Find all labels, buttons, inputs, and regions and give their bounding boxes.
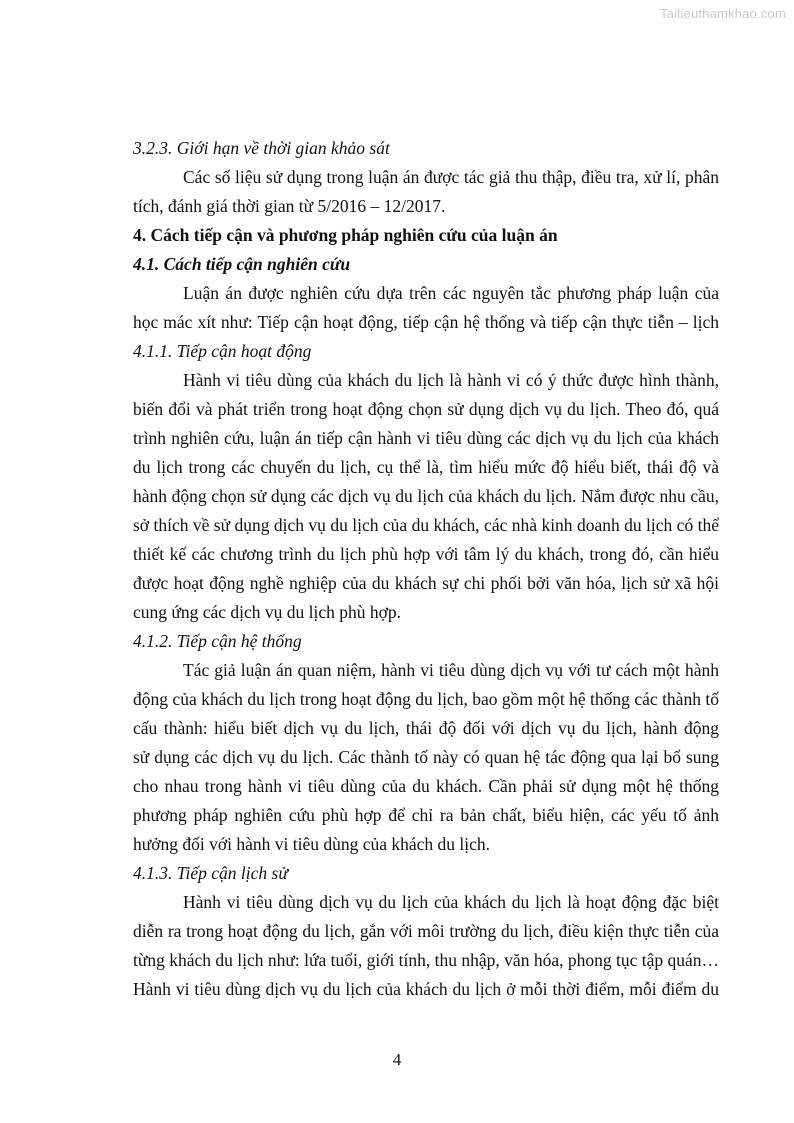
- paragraph-line: hưởng đối với hành vi tiêu dùng của khách du lịch.: [133, 834, 491, 854]
- paragraph-line: được hoạt động nghề nghiệp của du khách sự chi phối bởi văn hóa, lịch sử xã hội: [133, 573, 719, 593]
- watermark-text: Tailieuthamkhao.com: [660, 6, 786, 21]
- paragraph-line: Hành vi tiêu dùng dịch vụ du lịch của khách du lịch là hoạt động đặc biệt: [183, 892, 719, 912]
- paragraph-line: thiết kế các chương trình du lịch phù hợp với tâm lý du khách, trong đó, cần hiểu: [133, 544, 719, 564]
- paragraph-line: du lịch trong các chuyến du lịch, cụ thể là, tìm hiểu mức độ hiểu biết, thái độ và: [133, 457, 719, 477]
- subheading-4-1-3: 4.1.3. Tiếp cận lịch sử: [133, 863, 288, 883]
- page-number: 4: [392, 1050, 402, 1069]
- paragraph-line: học mác xít như: Tiếp cận hoạt động, tiếp cận hệ thống và tiếp cận thực tiễn – lịch: [133, 312, 719, 332]
- paragraph-line: hành động chọn sử dụng các dịch vụ du lịch của khách du lịch. Nắm được nhu cầu,: [133, 486, 719, 506]
- paragraph-line: trình nghiên cứu, luận án tiếp cận hành vi tiêu dùng các dịch vụ du lịch của khách: [133, 428, 719, 448]
- paragraph-line: Luận án được nghiên cứu dựa trên các nguyên tắc phương pháp luận của: [183, 283, 719, 303]
- paragraph-line: cấu thành: hiểu biết dịch vụ du lịch, thái độ đối với dịch vụ du lịch, hành động: [133, 718, 719, 738]
- paragraph-line: Các số liệu sử dụng trong luận án được tác giả thu thập, điều tra, xử lí, phân: [183, 167, 719, 187]
- document-body: [133, 134, 719, 1004]
- paragraph-line: Hành vi tiêu dùng dịch vụ du lịch của khách du lịch ở mỗi thời điểm, mỗi điểm du: [133, 979, 719, 999]
- paragraph-line: cho nhau trong hành vi tiêu dùng của du khách. Cần phải sử dụng một hệ thống: [133, 776, 719, 796]
- paragraph-line: phương pháp nghiên cứu phù hợp để chỉ ra bản chất, biểu hiện, các yếu tố ảnh: [133, 805, 719, 825]
- section-heading-4: 4. Cách tiếp cận và phương pháp nghiên cứu của luận án: [133, 225, 558, 245]
- subheading-4-1-2: 4.1.2. Tiếp cận hệ thống: [133, 631, 302, 651]
- paragraph-line: Tác giả luận án quan niệm, hành vi tiêu dùng dịch vụ với tư cách một hành: [183, 660, 719, 680]
- paragraph-line: diễn ra trong hoạt động du lịch, gắn với môi trường du lịch, điều kiện thực tiễn của: [133, 921, 719, 941]
- paragraph-line: sử dụng các dịch vụ du lịch. Các thành tố này có quan hệ tác động qua lại bổ sung: [133, 747, 719, 767]
- subheading-4-1-1: 4.1.1. Tiếp cận hoạt động: [133, 341, 312, 361]
- paragraph-line: biến đổi và phát triển trong hoạt động chọn sử dụng dịch vụ du lịch. Theo đó, quá: [133, 399, 719, 419]
- paragraph-line: từng khách du lịch như: lứa tuổi, giới tính, thu nhập, văn hóa, phong tục tập quán…: [133, 950, 719, 970]
- paragraph-line: tích, đánh giá thời gian từ 5/2016 – 12/2017.: [133, 196, 446, 216]
- section-heading-4-1: 4.1. Cách tiếp cận nghiên cứu: [133, 254, 351, 274]
- paragraph-line: cung ứng các dịch vụ du lịch phù hợp.: [133, 602, 402, 622]
- paragraph-line: sở thích về sử dụng dịch vụ du lịch của du khách, các nhà kinh doanh du lịch có thể: [133, 515, 719, 535]
- paragraph-line: động của khách du lịch trong hoạt động du lịch, bao gồm một hệ thống các thành tố: [133, 689, 719, 709]
- subheading-3-2-3: 3.2.3. Giới hạn về thời gian khảo sát: [133, 138, 390, 158]
- paragraph-line: Hành vi tiêu dùng của khách du lịch là hành vi có ý thức được hình thành,: [183, 370, 719, 390]
